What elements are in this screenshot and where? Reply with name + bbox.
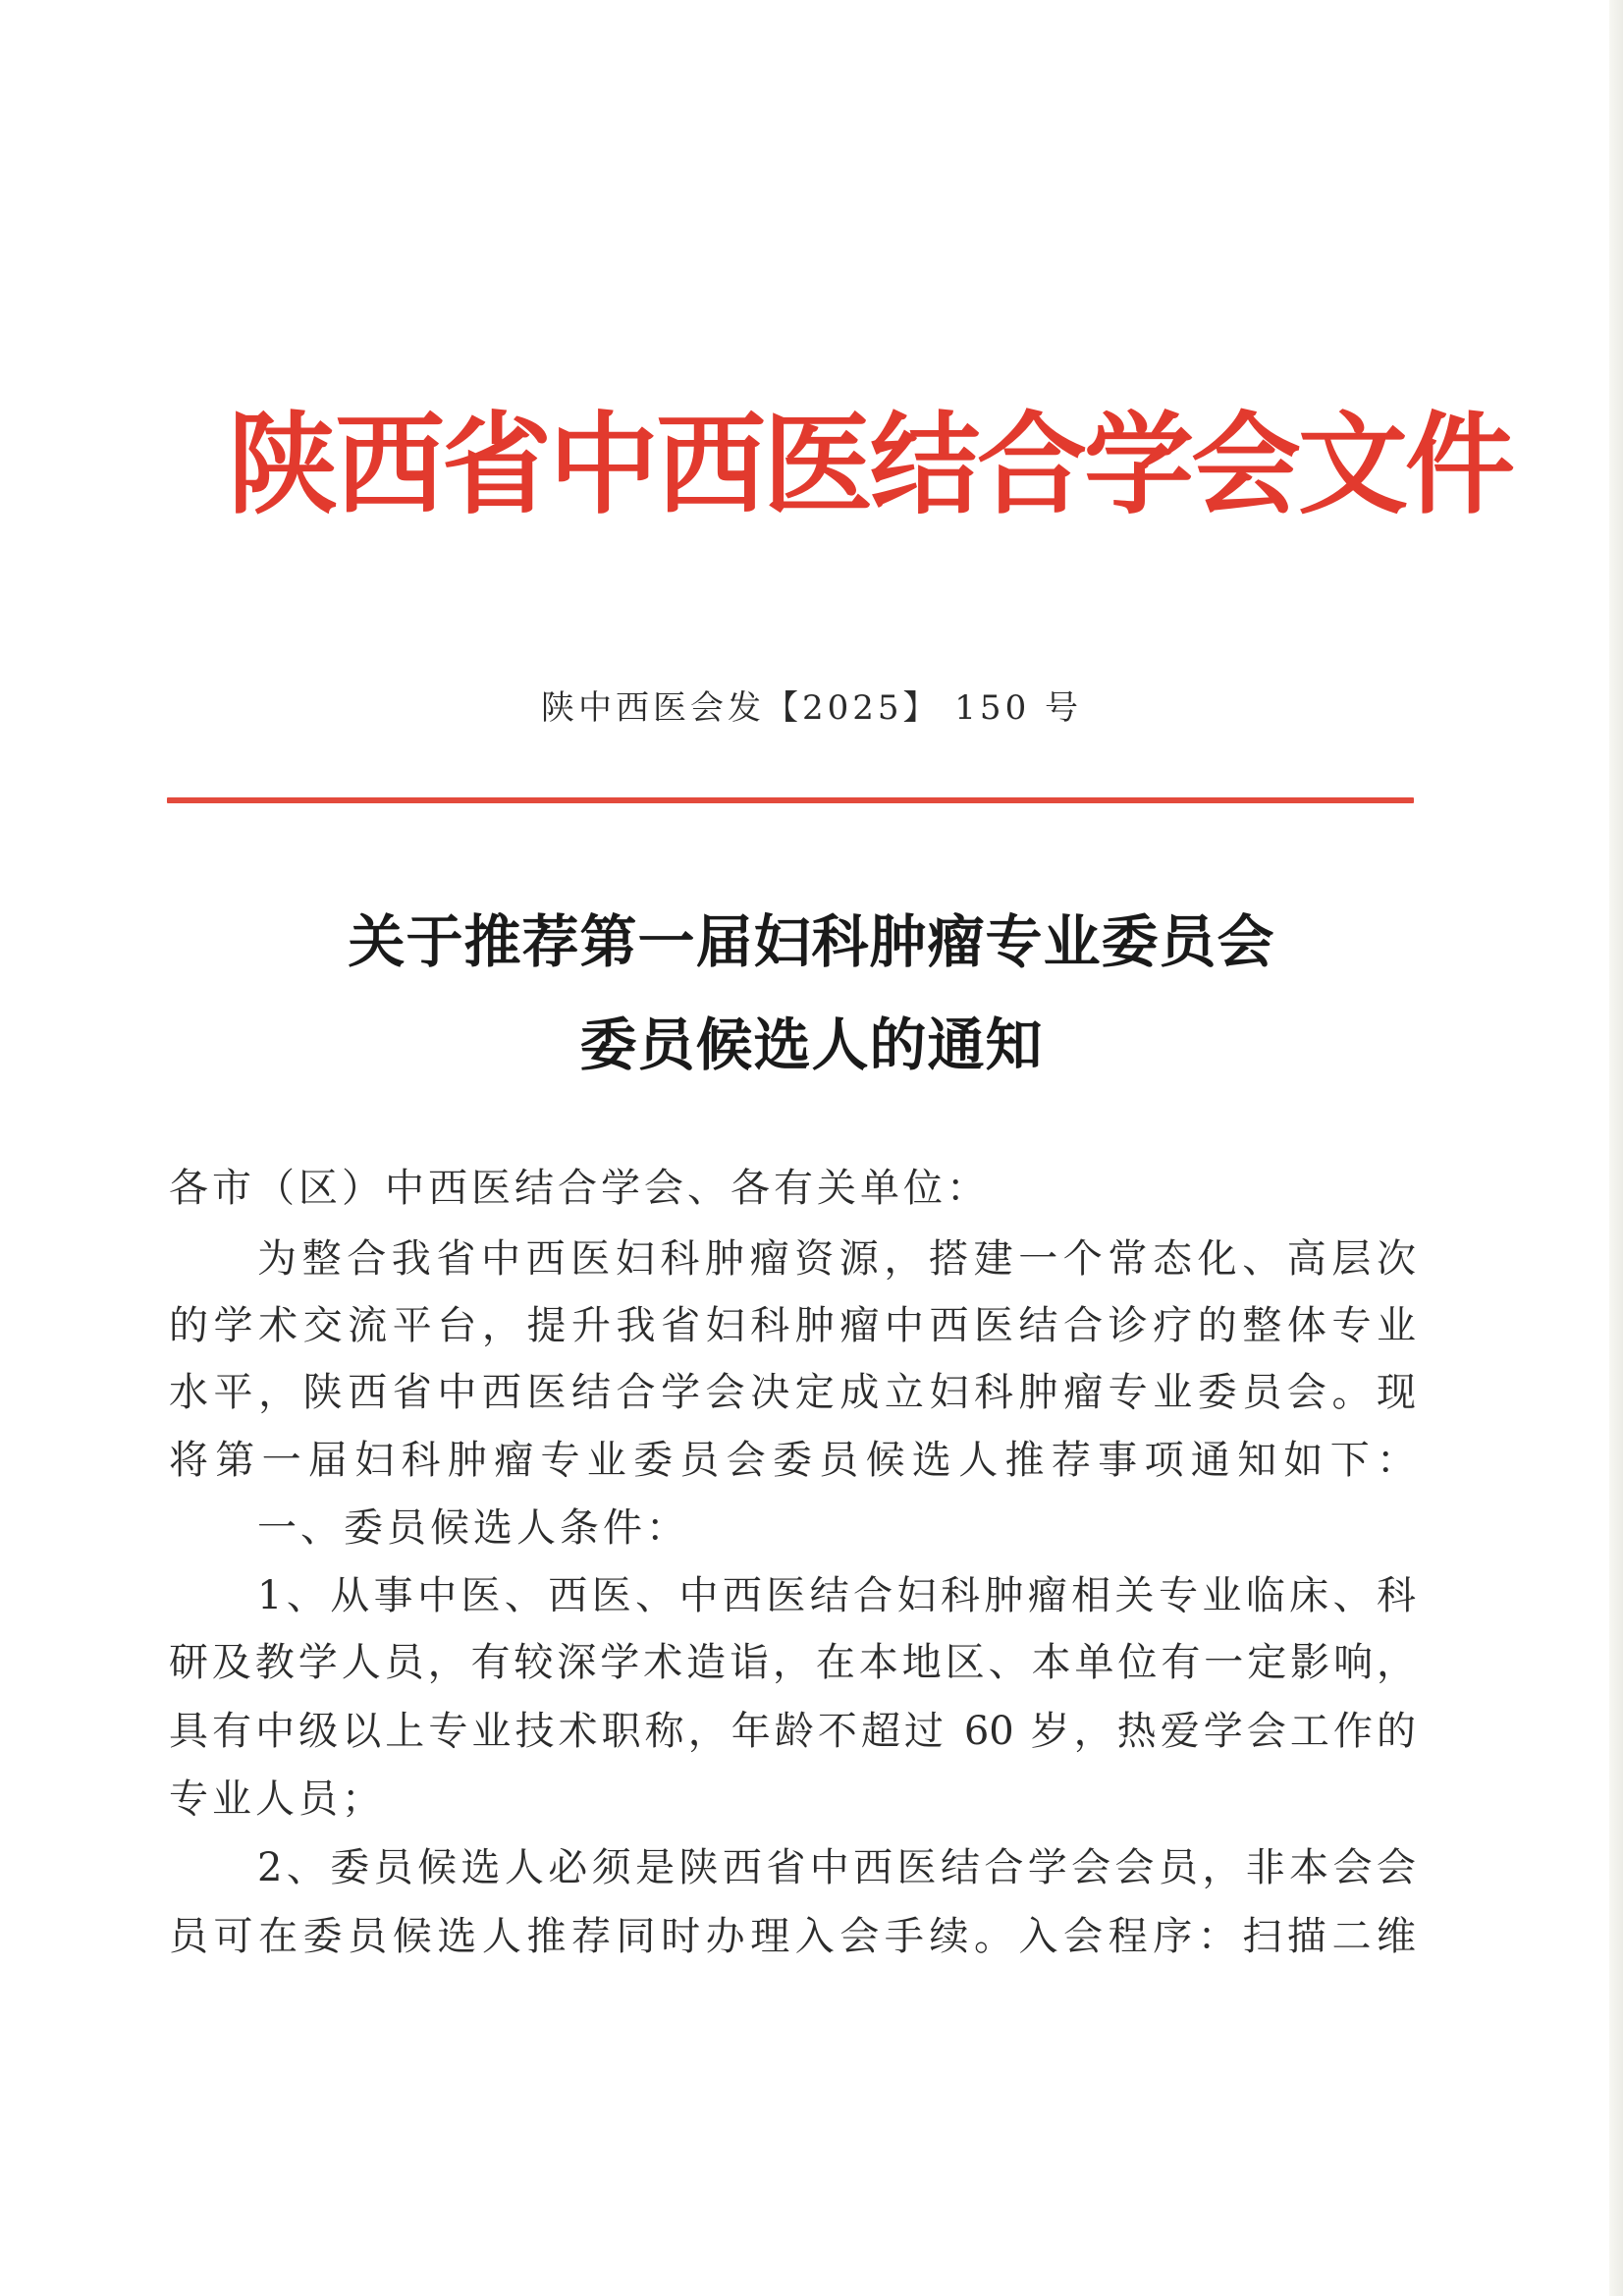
body-line: 为整合我省中西医妇科肿瘤资源，搭建一个常态化、高层次: [257, 1236, 1416, 1282]
body-line: 的学术交流平台，提升我省妇科肿瘤中西医结合诊疗的整体专业: [169, 1303, 1416, 1348]
body-line: 具有中级以上专业技术职称，年龄不超过 60 岁，热爱学会工作的: [169, 1709, 1416, 1754]
document-number: 陕中西医会发【2025】 150 号: [540, 688, 1083, 728]
body-line: 员可在委员候选人推荐同时办理入会手续。入会程序：扫描二维: [169, 1914, 1416, 1959]
notice-title-line-1: 关于推荐第一届妇科肿瘤专业委员会: [348, 908, 1275, 975]
body-line: 专业人员；: [169, 1777, 385, 1822]
body-line: 研及教学人员，有较深学术造诣，在本地区、本单位有一定影响，: [169, 1640, 1416, 1685]
body-line: 水平，陕西省中西医结合学会决定成立妇科肿瘤专业委员会。现: [169, 1370, 1416, 1415]
salutation: 各市（区）中西医结合学会、各有关单位：: [169, 1166, 990, 1211]
red-divider: [167, 797, 1414, 803]
scan-edge: [1609, 0, 1623, 2296]
section-heading: 一、委员候选人条件：: [257, 1505, 689, 1551]
body-line: 2、委员候选人必须是陕西省中西医结合学会会员，非本会会: [257, 1845, 1416, 1890]
notice-title-line-2: 委员候选人的通知: [579, 1011, 1044, 1078]
body-line: 1、从事中医、西医、中西医结合妇科肿瘤相关专业临床、科: [257, 1573, 1416, 1618]
org-letterhead: 陕西省中西医结合学会文件: [228, 401, 1512, 529]
body-line: 将第一届妇科肿瘤专业委员会委员候选人推荐事项通知如下：: [169, 1438, 1416, 1483]
